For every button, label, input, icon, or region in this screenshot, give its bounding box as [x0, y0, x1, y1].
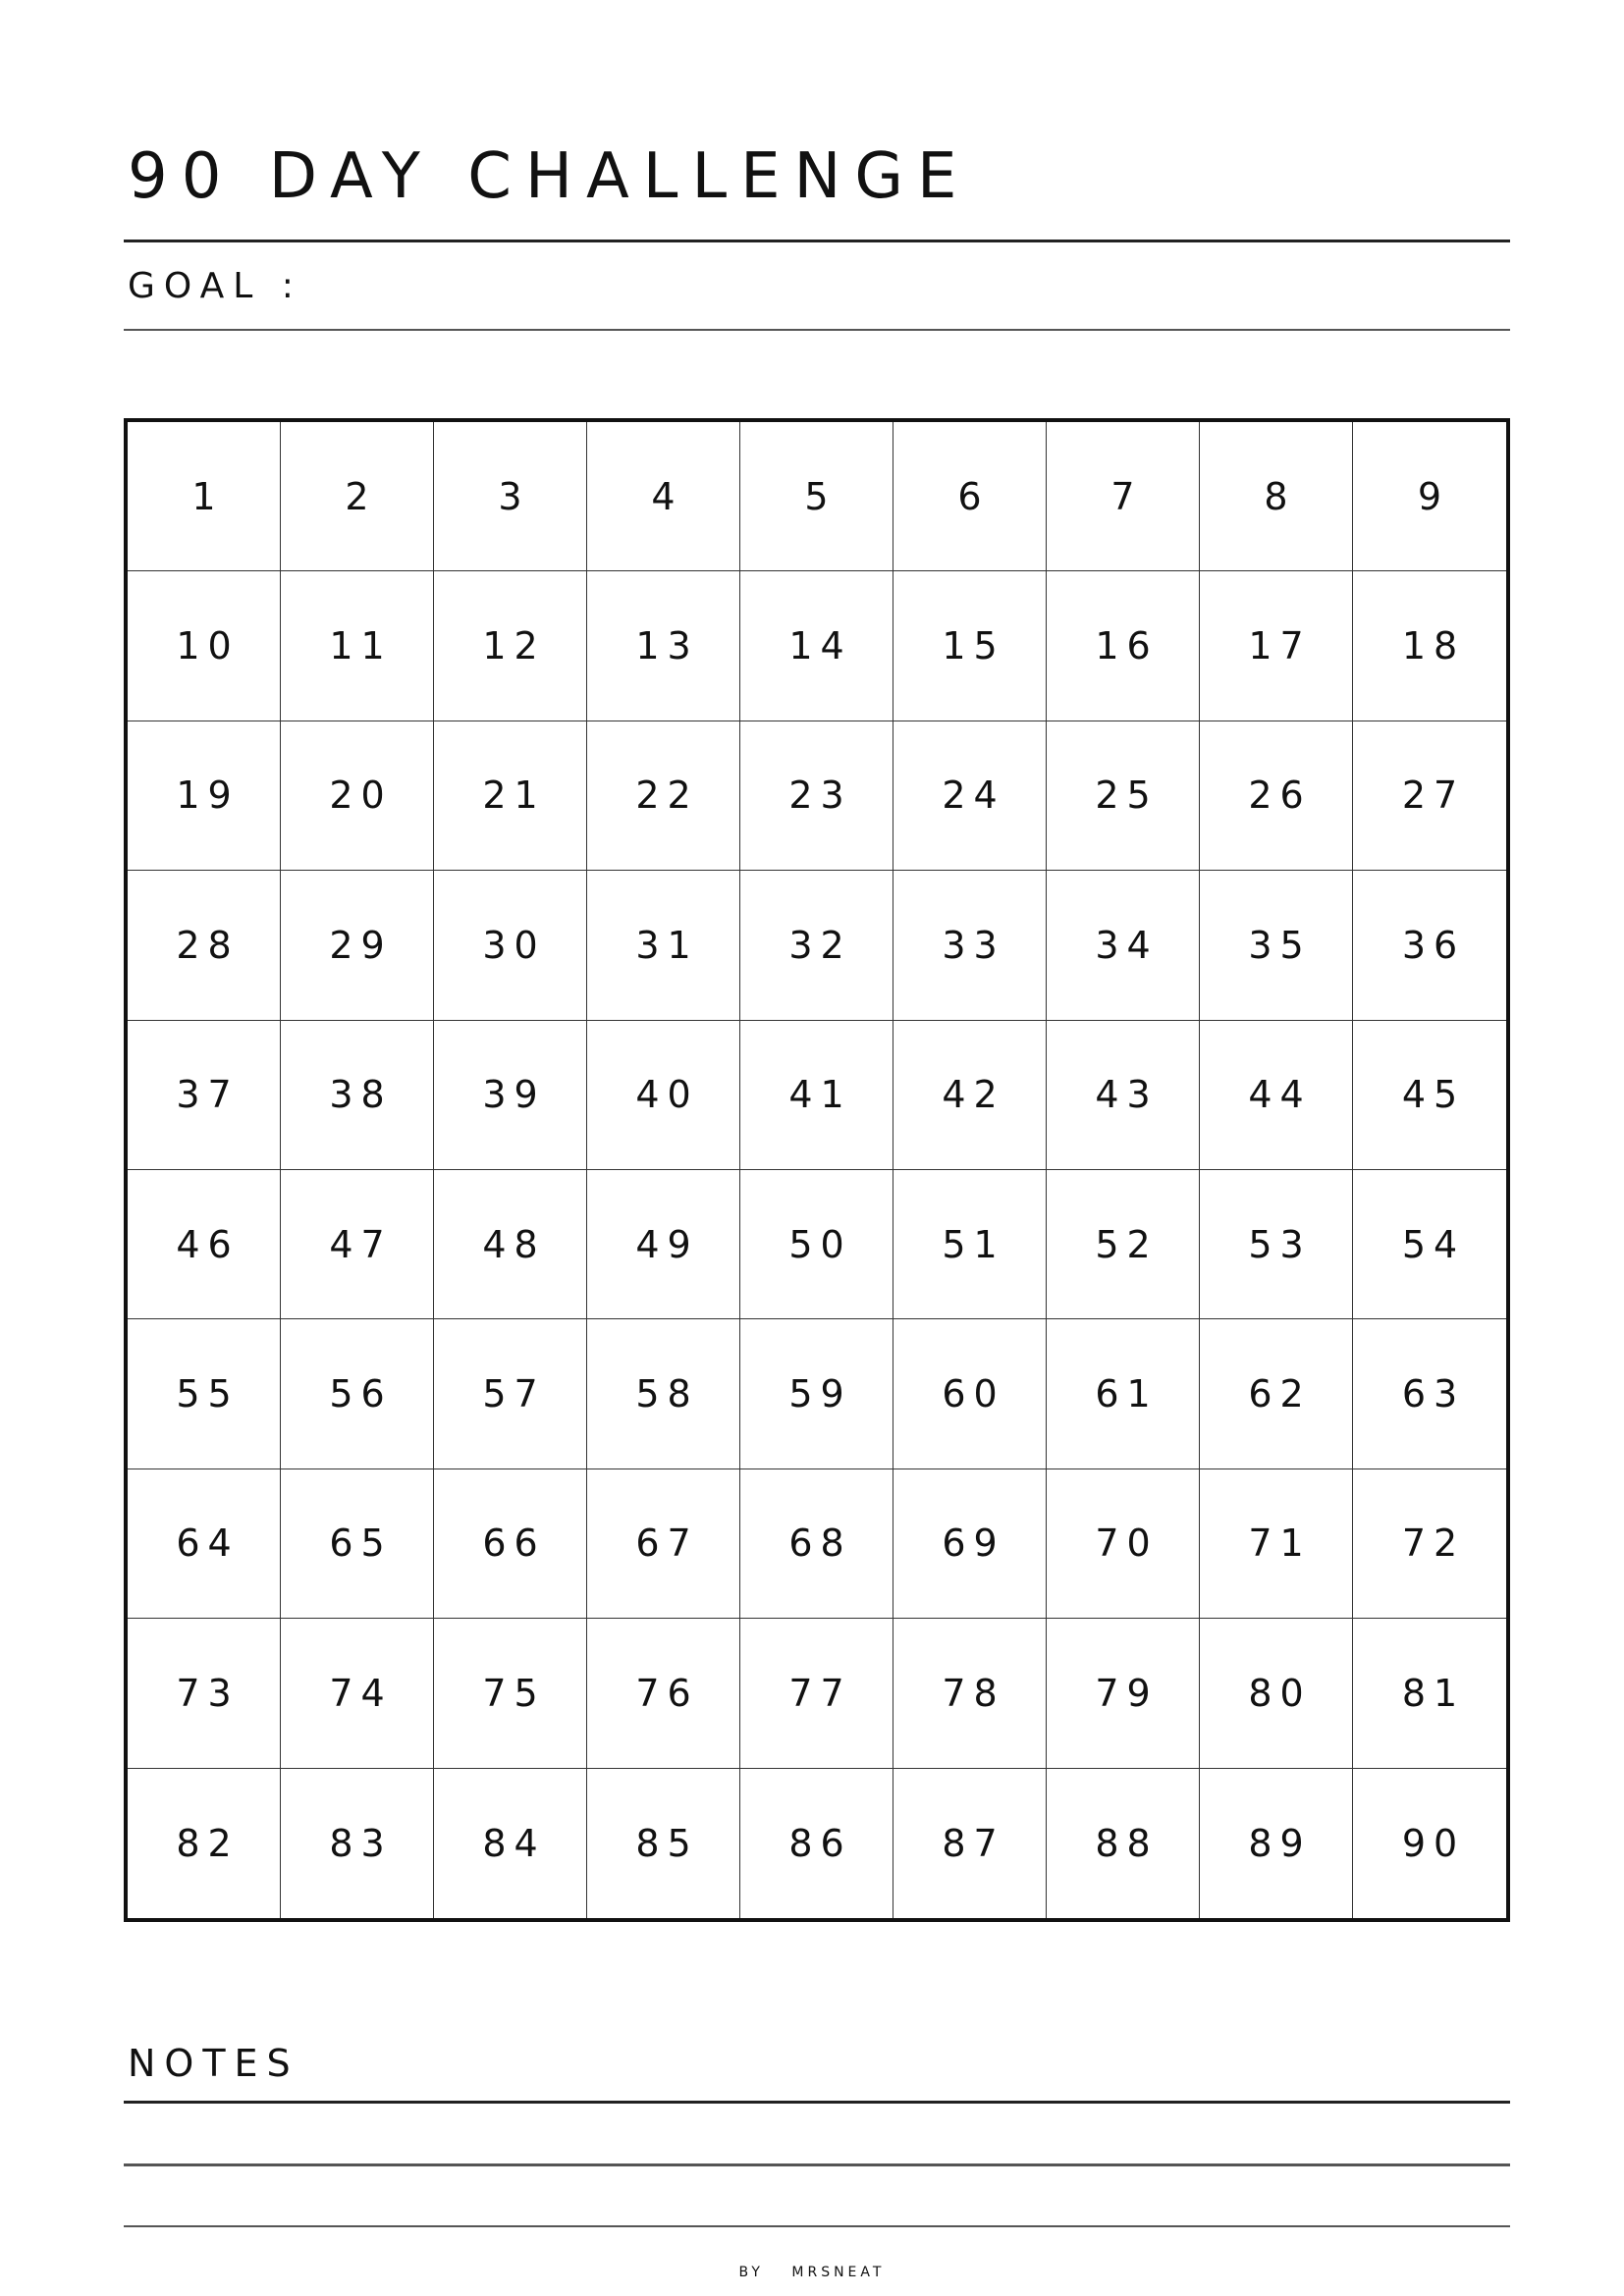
day-cell[interactable]: 76 — [587, 1619, 740, 1768]
notes-line-3[interactable] — [124, 2225, 1510, 2227]
day-cell[interactable]: 6 — [893, 422, 1047, 571]
day-cell[interactable]: 56 — [281, 1319, 434, 1468]
day-cell[interactable]: 55 — [128, 1319, 281, 1468]
day-cell[interactable]: 43 — [1047, 1021, 1200, 1170]
day-cell[interactable]: 11 — [281, 571, 434, 721]
day-cell[interactable]: 65 — [281, 1469, 434, 1619]
day-cell[interactable]: 4 — [587, 422, 740, 571]
day-cell[interactable]: 73 — [128, 1619, 281, 1768]
day-cell[interactable]: 10 — [128, 571, 281, 721]
day-cell[interactable]: 54 — [1353, 1170, 1506, 1319]
day-cell[interactable]: 88 — [1047, 1769, 1200, 1918]
day-cell[interactable]: 81 — [1353, 1619, 1506, 1768]
day-cell[interactable]: 21 — [434, 721, 587, 871]
day-cell[interactable]: 16 — [1047, 571, 1200, 721]
day-cell[interactable]: 59 — [740, 1319, 893, 1468]
notes-line-1[interactable] — [124, 2101, 1510, 2104]
notes-line-2[interactable] — [124, 2163, 1510, 2166]
day-cell[interactable]: 22 — [587, 721, 740, 871]
day-cell[interactable]: 26 — [1200, 721, 1353, 871]
day-cell[interactable]: 74 — [281, 1619, 434, 1768]
day-cell[interactable]: 9 — [1353, 422, 1506, 571]
day-cell[interactable]: 32 — [740, 871, 893, 1020]
day-cell[interactable]: 7 — [1047, 422, 1200, 571]
day-cell[interactable]: 87 — [893, 1769, 1047, 1918]
day-cell[interactable]: 57 — [434, 1319, 587, 1468]
day-cell[interactable]: 38 — [281, 1021, 434, 1170]
day-cell[interactable]: 69 — [893, 1469, 1047, 1619]
day-cell[interactable]: 29 — [281, 871, 434, 1020]
day-cell[interactable]: 47 — [281, 1170, 434, 1319]
day-cell[interactable]: 70 — [1047, 1469, 1200, 1619]
day-cell[interactable]: 80 — [1200, 1619, 1353, 1768]
day-cell[interactable]: 40 — [587, 1021, 740, 1170]
day-cell[interactable]: 46 — [128, 1170, 281, 1319]
day-cell[interactable]: 83 — [281, 1769, 434, 1918]
day-cell[interactable]: 30 — [434, 871, 587, 1020]
day-cell[interactable]: 89 — [1200, 1769, 1353, 1918]
day-cell[interactable]: 17 — [1200, 571, 1353, 721]
day-grid — [124, 418, 1510, 1922]
day-cell[interactable]: 19 — [128, 721, 281, 871]
day-cell[interactable]: 58 — [587, 1319, 740, 1468]
day-cell[interactable]: 64 — [128, 1469, 281, 1619]
footer-by: BY — [738, 2265, 764, 2280]
day-cell[interactable]: 39 — [434, 1021, 587, 1170]
day-cell[interactable]: 66 — [434, 1469, 587, 1619]
day-cell[interactable]: 5 — [740, 422, 893, 571]
day-cell[interactable]: 12 — [434, 571, 587, 721]
day-cell[interactable]: 82 — [128, 1769, 281, 1918]
day-cell[interactable]: 67 — [587, 1469, 740, 1619]
day-cell[interactable]: 18 — [1353, 571, 1506, 721]
day-cell[interactable]: 28 — [128, 871, 281, 1020]
day-cell[interactable]: 25 — [1047, 721, 1200, 871]
day-cell[interactable]: 53 — [1200, 1170, 1353, 1319]
day-cell[interactable]: 86 — [740, 1769, 893, 1918]
day-cell[interactable]: 71 — [1200, 1469, 1353, 1619]
footer-author: MRSNEAT — [791, 2265, 886, 2280]
day-cell[interactable]: 13 — [587, 571, 740, 721]
day-cell[interactable]: 90 — [1401, 1821, 1466, 1865]
day-cell[interactable]: 31 — [587, 871, 740, 1020]
day-cell[interactable]: 8 — [1200, 422, 1353, 571]
day-cell[interactable]: 37 — [128, 1021, 281, 1170]
day-cell[interactable]: 85 — [587, 1769, 740, 1918]
day-cell[interactable]: 15 — [893, 571, 1047, 721]
day-cell[interactable]: 61 — [1047, 1319, 1200, 1468]
day-cell[interactable]: 50 — [740, 1170, 893, 1319]
day-cell[interactable]: 49 — [587, 1170, 740, 1319]
day-cell[interactable]: 1 — [128, 422, 281, 571]
notes-label: NOTES — [128, 2042, 299, 2085]
day-cell[interactable]: 48 — [434, 1170, 587, 1319]
day-cell[interactable]: 3 — [434, 422, 587, 571]
day-cell[interactable]: 68 — [740, 1469, 893, 1619]
day-cell[interactable]: 34 — [1047, 871, 1200, 1020]
day-cell[interactable]: 27 — [1353, 721, 1506, 871]
day-cell[interactable]: 78 — [893, 1619, 1047, 1768]
day-cell[interactable]: 63 — [1353, 1319, 1506, 1468]
day-cell[interactable]: 44 — [1200, 1021, 1353, 1170]
day-cell[interactable]: 14 — [740, 571, 893, 721]
day-cell[interactable]: 24 — [893, 721, 1047, 871]
goal-line[interactable] — [124, 329, 1510, 331]
day-cell[interactable]: 84 — [434, 1769, 587, 1918]
day-cell[interactable]: 72 — [1353, 1469, 1506, 1619]
day-cell[interactable]: 42 — [893, 1021, 1047, 1170]
footer-credit — [0, 2265, 1624, 2280]
day-cell[interactable]: 35 — [1200, 871, 1353, 1020]
title-divider — [124, 240, 1510, 242]
day-cell[interactable]: 45 — [1353, 1021, 1506, 1170]
day-cell[interactable]: 52 — [1047, 1170, 1200, 1319]
day-cell[interactable]: 62 — [1200, 1319, 1353, 1468]
day-cell[interactable]: 51 — [893, 1170, 1047, 1319]
day-cell[interactable]: 79 — [1047, 1619, 1200, 1768]
day-cell[interactable]: 23 — [740, 721, 893, 871]
day-cell[interactable]: 33 — [893, 871, 1047, 1020]
day-cell[interactable]: 77 — [740, 1619, 893, 1768]
day-cell[interactable]: 20 — [281, 721, 434, 871]
day-cell[interactable]: 36 — [1353, 871, 1506, 1020]
day-cell[interactable]: 75 — [434, 1619, 587, 1768]
day-cell[interactable]: 41 — [740, 1021, 893, 1170]
goal-label: GOAL : — [128, 266, 302, 306]
day-cell[interactable]: 2 — [281, 422, 434, 571]
day-cell[interactable]: 60 — [893, 1319, 1047, 1468]
page-title: 90 DAY CHALLENGE — [128, 140, 971, 213]
